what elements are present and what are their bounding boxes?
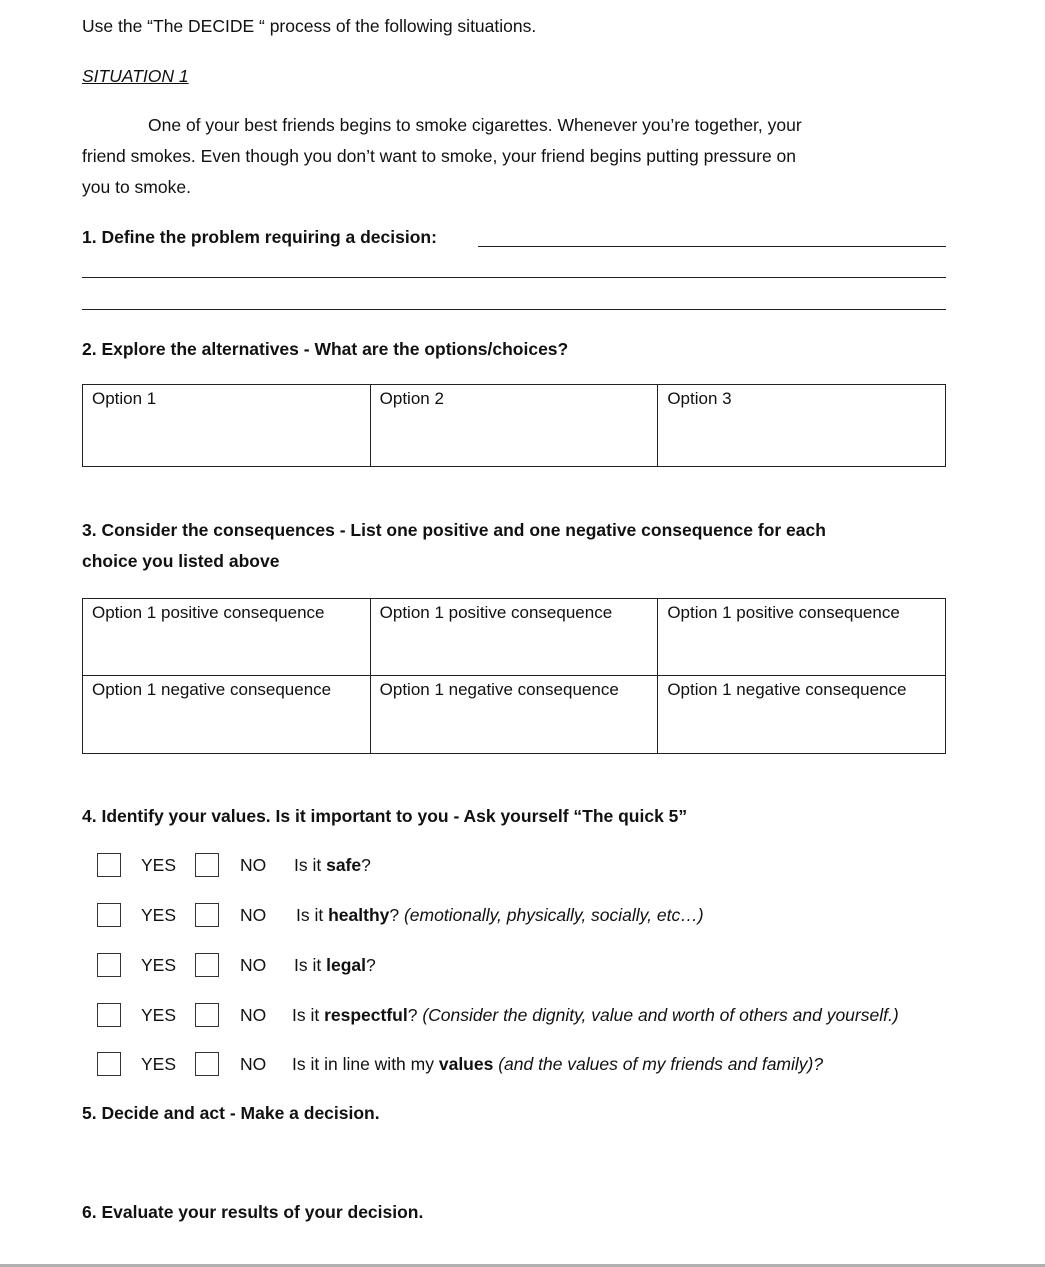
yes-checkbox[interactable]	[97, 1003, 121, 1027]
no-checkbox[interactable]	[195, 853, 219, 877]
negative-consequence-cell[interactable]: Option 1 negative consequence	[83, 676, 371, 754]
question-keyword: healthy	[328, 905, 390, 925]
value-question	[292, 1005, 899, 1026]
answer-line[interactable]	[82, 309, 946, 310]
yes-label: YES	[141, 905, 177, 925]
option-cell[interactable]: Option 1	[83, 385, 371, 467]
no-label: NO	[240, 955, 267, 975]
options-table	[82, 384, 946, 467]
situation-line: friend smokes. Even though you don’t want to smoke, your friend begins putting pressure on	[82, 146, 797, 166]
positive-consequence-cell[interactable]: Option 1 positive consequence	[658, 599, 946, 676]
step3-heading: 3. Consider the consequences - List one positive and one negative consequence for each	[82, 520, 826, 540]
intro-text: Use the “The DECIDE “ process of the following situations.	[82, 16, 537, 36]
value-question	[292, 1054, 823, 1075]
value-question	[294, 955, 376, 976]
negative-consequence-cell[interactable]: Option 1 negative consequence	[370, 676, 658, 754]
question-prefix: Is it	[292, 1005, 325, 1025]
no-label: NO	[240, 1054, 267, 1074]
question-suffix: ?	[365, 955, 376, 975]
no-label: NO	[240, 855, 267, 875]
positive-consequence-cell[interactable]: Option 1 positive consequence	[83, 599, 371, 676]
question-suffix: ?	[389, 905, 404, 925]
step1-heading: 1. Define the problem requiring a decision:	[82, 227, 437, 247]
answer-line[interactable]	[478, 246, 946, 247]
step6-heading: 6. Evaluate your results of your decision.	[82, 1202, 424, 1222]
value-question	[296, 905, 704, 926]
no-label: NO	[240, 1005, 267, 1025]
yes-label: YES	[141, 855, 177, 875]
question-keyword: values	[438, 1054, 494, 1074]
step4-heading: 4. Identify your values. Is it important to you - Ask yourself “The quick 5”	[82, 806, 688, 826]
step5-heading: 5. Decide and act - Make a decision.	[82, 1103, 380, 1123]
situation-line: you to smoke.	[82, 177, 191, 197]
question-note: (emotionally, physically, socially, etc…)	[403, 905, 704, 925]
no-label: NO	[240, 905, 267, 925]
no-checkbox[interactable]	[195, 903, 219, 927]
question-suffix: ?	[361, 855, 371, 875]
situation-title: SITUATION 1	[82, 66, 189, 86]
question-prefix: Is it	[296, 905, 329, 925]
yes-checkbox[interactable]	[97, 903, 121, 927]
question-keyword: respectful	[324, 1005, 408, 1025]
question-keyword: legal	[326, 955, 366, 975]
situation-line: One of your best friends begins to smoke cigarettes. Whenever you’re together, your	[148, 115, 802, 135]
question-suffix: ?	[407, 1005, 423, 1025]
yes-label: YES	[141, 955, 177, 975]
step2-heading: 2. Explore the alternatives - What are the options/choices?	[82, 339, 569, 359]
yes-label: YES	[141, 1005, 177, 1025]
yes-label: YES	[141, 1054, 177, 1074]
option-cell[interactable]: Option 2	[370, 385, 658, 467]
yes-checkbox[interactable]	[97, 953, 121, 977]
question-prefix: Is it	[294, 955, 327, 975]
no-checkbox[interactable]	[195, 1003, 219, 1027]
question-keyword: safe	[326, 855, 362, 875]
positive-consequence-cell[interactable]: Option 1 positive consequence	[370, 599, 658, 676]
question-note: (and the values of my friends and family)?	[498, 1054, 824, 1074]
value-question	[294, 855, 371, 876]
no-checkbox[interactable]	[195, 1052, 219, 1076]
question-prefix: Is it in line with my	[292, 1054, 439, 1074]
step3-heading: choice you listed above	[82, 551, 280, 571]
negative-consequence-cell[interactable]: Option 1 negative consequence	[658, 676, 946, 754]
answer-line[interactable]	[82, 277, 946, 278]
yes-checkbox[interactable]	[97, 853, 121, 877]
question-note: (Consider the dignity, value and worth of others and yourself.)	[422, 1005, 899, 1025]
consequences-table	[82, 598, 946, 754]
no-checkbox[interactable]	[195, 953, 219, 977]
yes-checkbox[interactable]	[97, 1052, 121, 1076]
question-prefix: Is it	[294, 855, 327, 875]
option-cell[interactable]: Option 3	[658, 385, 946, 467]
